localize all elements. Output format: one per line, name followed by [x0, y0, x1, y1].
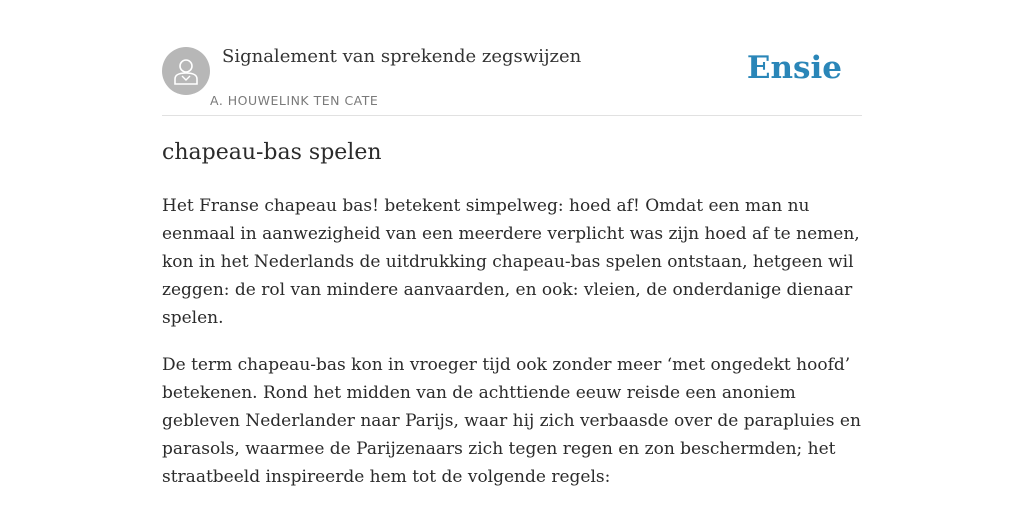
paragraph: Het Franse chapeau bas! betekent simpelweg: hoed af! Omdat een man nu eenmaal in aanwezigheid van een meerdere verplicht was zijn hoed af te nemen, kon in het Nederlands de uitdrukking chapeau-bas spelen ontstaan, hetgeen wil zeggen: de rol van mindere aanvaarden, en ook: vleien, de onderdanige dienaar spelen.	[162, 196, 860, 328]
author-name[interactable]: A. HOUWELINK TEN CATE	[210, 93, 379, 108]
entry-title: chapeau-bas spelen	[162, 140, 382, 165]
article-page	[162, 0, 862, 512]
avatar[interactable]	[162, 47, 210, 95]
site-logo[interactable]: Ensie	[746, 50, 842, 86]
paragraph: De term chapeau-bas kon in vroeger tijd ook zonder meer ‘met ongedekt hoofd’ betekenen. Rond het midden van de achttiende eeuw reisde een anoniem gebleven Nederlander naar Parijs, waar hij zich verbaasde over de parapluies en parasols, waarmee de Parijzenaars zich tegen regen en zon beschermden; het straatbeeld inspireerde hem tot de volgende regels:	[162, 355, 861, 487]
book-title[interactable]: Signalement van sprekende zegswijzen	[222, 46, 582, 67]
header-divider	[162, 115, 862, 116]
user-icon	[172, 56, 200, 86]
entry-body	[162, 192, 862, 510]
